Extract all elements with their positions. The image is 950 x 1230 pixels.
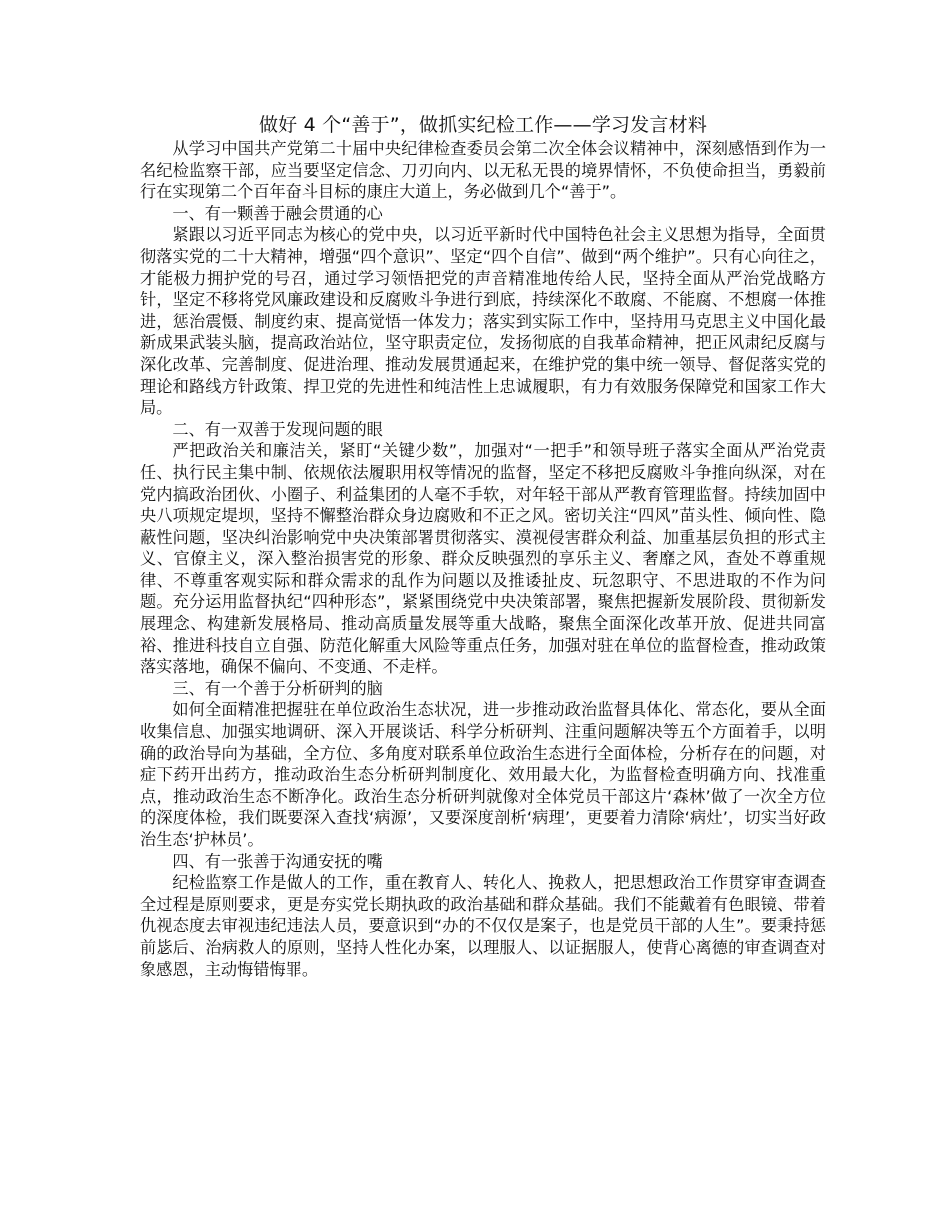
section-heading-3: 三、有一个善于分析研判的脑 <box>172 678 383 698</box>
section-heading-4: 四、有一张善于沟通安抚的嘴 <box>172 851 383 871</box>
section-body-2: 严把政治关和廉洁关，紧盯“关键少数”，加强对“一把手”和领导班子落实全面从严治党责任、执行民主集中制、依规依法履职用权等情况的监督，坚定不移把反腐败斗争推向纵深，对在党内搞政治团伙、小圈子、利益集团的人毫不手软，对年轻干部从严教育管理监督。持续加固中央八项规定堤坝，坚持不懈整治群众身边腐败和不正之风。密切关注“四风”苗头性、倾向性、隐蔽性问题，坚决纠治影响党中央决策部署贯彻落实、漠视侵害群众利益、加重基层负担的形式主义、官僚主义，深入整治损害党的形象、群众反映强烈的享乐主义、奢靡之风，查处不尊重规律、不尊重客观实际和群众需求的乱作为问题以及推诿扯皮、玩忽职守、不思进取的不作为问题。充分运用监督执纪“四种形态”，紧紧围绕党中央决策部署，聚焦把握新发展阶段、贯彻新发展理念、构建新发展格局、推动高质量发展等重大战略，聚焦全面深化改革开放、促进共同富裕、推进科技自立自强、防范化解重大风险等重点任务，加强对驻在单位的监督检查，推动政策落实落地，确保不偏向、不变通、不走样。 <box>140 441 826 677</box>
document-page <box>140 112 826 980</box>
intro-paragraph: 从学习中国共产党第二十届中央纪律检查委员会第二次全体会议精神中，深刻感悟到作为一名纪检监察干部，应当要坚定信念、刀刃向内、以无私无畏的境界情怀，不负使命担当，勇毅前行在实现第二个百年奋斗目标的康庄大道上，务必做到几个“善于”。 <box>140 139 826 202</box>
section-body-4: 纪检监察工作是做人的工作，重在教育人、转化人、挽救人，把思想政治工作贯穿审查调查全过程是原则要求，更是夯实党长期执政的政治基础和群众基础。我们不能戴着有色眼镜、带着仇视态度去审视违纪违法人员，要意识到“办的不仅仅是案子，也是党员干部的人生”。要秉持惩前毖后、治病救人的原则，坚持人性化办案，以理服人、以证据服人，使背心离德的审查调查对象感恩，主动悔错悔罪。 <box>140 873 826 979</box>
section-body-3: 如何全面精准把握驻在单位政治生态状况，进一步推动政治监督具体化、常态化，要从全面收集信息、加强实地调研、深入开展谈话、科学分析研判、注重问题解决等五个方面着手，以明确的政治导向为基础，全方位、多角度对联系单位政治生态进行全面体检，分析存在的问题，对症下药开出药方，推动政治生态分析研判制度化、效用最大化，为监督检查明确方向、找准重点，推动政治生态不断净化。政治生态分析研判就像对全体党员干部这片‘森林’做了一次全方位的深度体检，我们既要深入查找‘病源’，又要深度剖析‘病理’，更要着力清除‘病灶’，切实当好政治生态‘护林员’。 <box>140 700 826 849</box>
section-heading-2: 二、有一双善于发现问题的眼 <box>172 419 383 439</box>
section-heading-1: 一、有一颗善于融会贯通的心 <box>172 203 383 223</box>
document-title: 做好 4 个“善于”，做抓实纪检工作——学习发言材料 <box>258 114 708 136</box>
section-body-1: 紧跟以习近平同志为核心的党中央，以习近平新时代中国特色社会主义思想为指导，全面贯彻落实党的二十大精神，增强“四个意识”、坚定“四个自信”、做到“两个维护”。只有心向往之，才能极力拥护党的号召，通过学习领悟把党的声音精准地传给人民，坚持全面从严治党战略方针，坚定不移将党风廉政建设和反腐败斗争进行到底，持续深化不敢腐、不能腐、不想腐一体推进，惩治震慑、制度约束、提高觉悟一体发力；落实到实际工作中，坚持用马克思主义中国化最新成果武装头脑，提高政治站位，坚守职责定位，发扬彻底的自我革命精神，把正风肃纪反腐与深化改革、完善制度、促进治理、推动发展贯通起来，在维护党的集中统一领导、督促落实党的理论和路线方针政策、捍卫党的先进性和纯洁性上忠诚履职，有力有效服务保障党和国家工作大局。 <box>140 225 826 418</box>
